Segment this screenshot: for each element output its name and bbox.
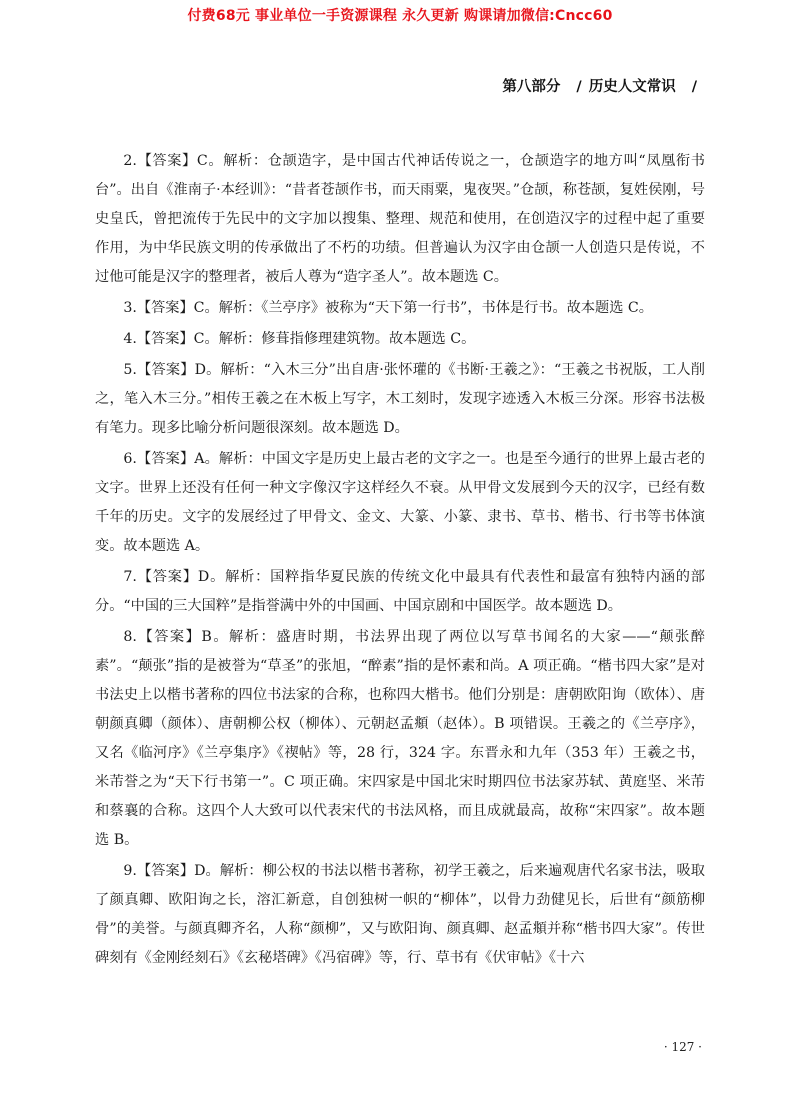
answer-paragraph-4: 4.【答案】C。解析：修葺指修理建筑物。故本题选 C。 bbox=[123, 331, 476, 347]
header-separator: / bbox=[576, 79, 582, 95]
part-label: 第八部分 bbox=[502, 79, 561, 95]
section-title: 历史人文常识 bbox=[588, 79, 676, 95]
page-number: · 127 · bbox=[663, 1040, 702, 1054]
answer-paragraph-9: 9.【答案】D。解析：柳公权的书法以楷书著称，初学王羲之，后来遍观唐代名家书法，吸取了颜真卿、欧阳询之长，溶汇新意，自创独树一帜的“柳体”，以骨力劲健见长，后世有“颜筋柳骨”的美誉。与颜真卿齐名，人称“颜柳”，又与欧阳询、颜真卿、赵孟頫并称“楷书四大家”。传世碑刻有《金刚经刻石》《玄秘塔碑》《冯宿碑》等，行、草书有《伏审帖》《十六 bbox=[95, 863, 705, 966]
section-header bbox=[502, 75, 704, 96]
document-body bbox=[95, 147, 705, 975]
answer-paragraph-7: 7.【答案】D。解析：国粹指华夏民族的传统文化中最具有代表性和最富有独特内涵的部分。“中国的三大国粹”是指誉满中外的中国画、中国京剧和中国医学。故本题选 D。 bbox=[95, 569, 705, 614]
answer-paragraph-8: 8.【答案】B。解析：盛唐时期，书法界出现了两位以写草书闻名的大家——“颠张醉素”。“颠张”指的是被誉为“草圣”的张旭，“醉素”指的是怀素和尚。A 项正确。“楷书四大家”是对书法史上以楷书著称的四位书法家的合称，也称四大楷书。他们分别是：唐朝欧阳询（欧体）、唐朝颜真卿（颜体）、唐朝柳公权（柳体）、元朝赵孟頫（赵体）。B 项错误。王羲之的《兰亭序》，又名《临河序》《兰亭集序》《禊帖》等，28 行，324 字。东晋永和九年（353 年）王羲之书，米芾誉之为“天下行书第一”。C 项正确。宋四家是中国北宋时期四位书法家苏轼、黄庭坚、米芾和蔡襄的合称。这四个人大致可以代表宋代的书法风格，而且成就最高，故称“宋四家”。故本题选 B。 bbox=[95, 629, 705, 848]
answer-paragraph-5: 5.【答案】D。解析：“入木三分”出自唐·张怀瓘的《书断·王羲之》：“王羲之书祝版，工人削之，笔入木三分。”相传王羲之在木板上写字，木工刻时，发现字迹透入木板三分深。形容书法极有笔力。现多比喻分析问题很深刻。故本题选 D。 bbox=[95, 362, 705, 436]
watermark-banner: 付费68元 事业单位一手资源课程 永久更新 购课请加微信:Cncc60 bbox=[187, 8, 613, 24]
answer-paragraph-6: 6.【答案】A。解析：中国文字是历史上最古老的文字之一。也是至今通行的世界上最古老的文字。世界上还没有任何一种文字像汉字这样经久不衰。从甲骨文发展到今天的汉字，已经有数千年的历史。文字的发展经过了甲骨文、金文、大篆、小篆、隶书、草书、楷书、行书等书体演变。故本题选 A。 bbox=[95, 451, 705, 554]
answer-paragraph-3: 3.【答案】C。解析：《兰亭序》被称为“天下第一行书”，书体是行书。故本题选 C。 bbox=[123, 300, 653, 316]
header-separator-end: / bbox=[691, 79, 697, 95]
answer-paragraph-2: 2.【答案】C。解析：仓颉造字，是中国古代神话传说之一，仓颉造字的地方叫“凤凰衔书台”。出自《淮南子·本经训》：“昔者苍颉作书，而天雨粟，鬼夜哭。”仓颉，称苍颉，复姓侯刚，号史皇氏，曾把流传于先民中的文字加以搜集、整理、规范和使用，在创造汉字的过程中起了重要作用，为中华民族文明的传承做出了不朽的功绩。但普遍认为汉字由仓颉一人创造只是传说，不过他可能是汉字的整理者，被后人尊为“造字圣人”。故本题选 C。 bbox=[95, 153, 705, 285]
